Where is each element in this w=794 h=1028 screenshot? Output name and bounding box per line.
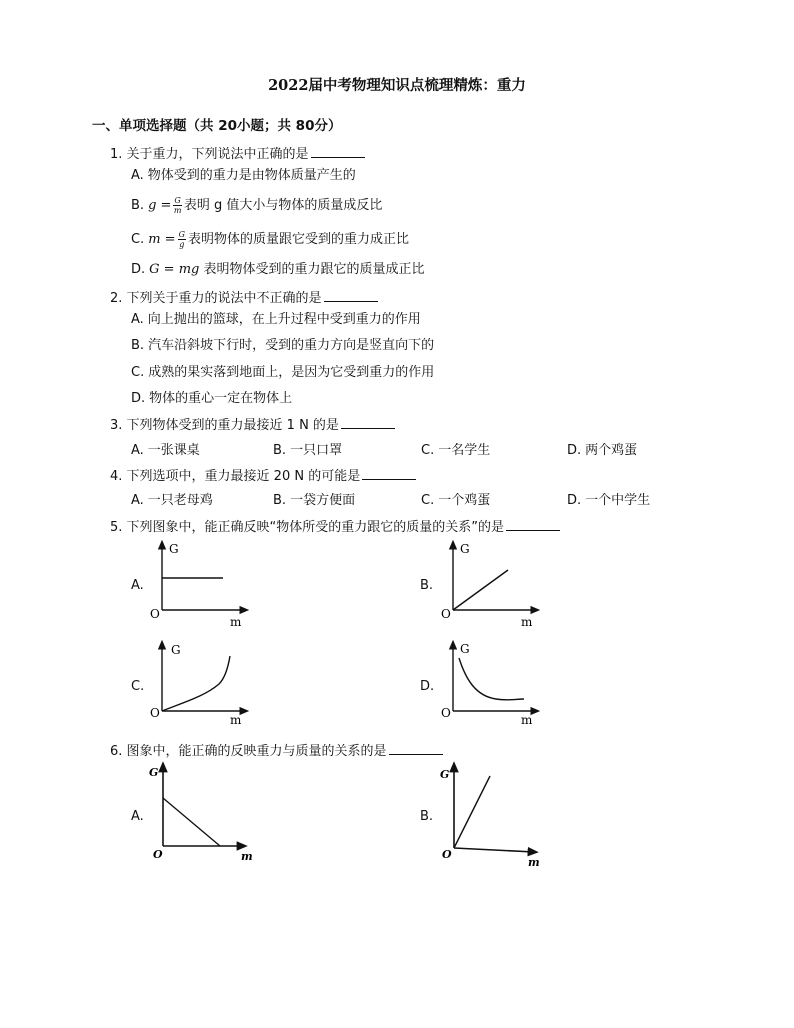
q5-graph-d <box>436 638 546 732</box>
y-axis-label: G <box>460 542 470 556</box>
answer-blank <box>341 416 395 429</box>
graph-curve <box>459 658 524 700</box>
option-text: 一只口罩 <box>290 443 343 458</box>
x-axis-label: m <box>241 850 253 863</box>
q5-graph-c <box>145 638 255 732</box>
question-4-stem: 4. 下列选项中，重力最接近 20 N 的可能是 <box>110 469 361 484</box>
fraction-denominator: g <box>179 240 185 249</box>
option-text: 两个鸡蛋 <box>585 443 638 458</box>
option-text: 一个中学生 <box>585 493 651 508</box>
graph-curve <box>162 656 230 711</box>
origin-label: O <box>150 607 160 621</box>
option-text: 一张课桌 <box>147 443 200 458</box>
graph-curve <box>163 798 220 846</box>
graph-curve <box>453 570 508 610</box>
answer-blank <box>311 145 365 158</box>
formula-lhs: g = <box>148 198 172 213</box>
formula-lhs: m = <box>148 232 176 247</box>
answer-blank <box>324 289 378 302</box>
origin-label: O <box>441 607 451 621</box>
q1-option-d <box>131 258 425 277</box>
option-text: 一袋方便面 <box>290 493 356 508</box>
x-axis-label: m <box>521 615 533 629</box>
q6-graph-a <box>145 758 255 866</box>
q6-graph-a-letter: A. <box>131 809 144 824</box>
question-1 <box>110 143 365 162</box>
option-letter: A. <box>131 443 144 458</box>
q2-option-c <box>131 361 434 380</box>
option-letter: C. <box>421 493 435 508</box>
q2-option-b <box>131 334 434 353</box>
origin-label: O <box>441 706 451 720</box>
question-6 <box>110 740 443 759</box>
question-3 <box>110 414 395 433</box>
fraction <box>173 196 181 215</box>
q5-graph-a <box>145 538 255 632</box>
q5-graph-b <box>436 538 546 632</box>
x-axis-label: m <box>521 713 533 727</box>
question-5 <box>110 516 560 535</box>
origin-label: O <box>150 706 160 720</box>
option-text: 物体受到的重力是由物体质量产生的 <box>147 168 356 183</box>
origin-label: O <box>153 848 163 861</box>
q3-option-d <box>567 439 637 458</box>
option-letter: C. <box>131 232 145 247</box>
page-title: 2022届中考物理知识点梳理精炼：重力 <box>268 77 526 94</box>
q3-option-a <box>131 439 200 458</box>
option-text: 表明物体的质量跟它受到的重力成正比 <box>187 232 409 247</box>
section-heading: 一、单项选择题（共 20小题；共 80分） <box>92 118 342 134</box>
q1-option-b <box>131 194 382 215</box>
option-letter: C. <box>421 443 435 458</box>
q5-graph-c-letter: C. <box>131 679 145 694</box>
question-6-stem: 6. 图象中，能正确的反映重力与质量的关系的是 <box>110 744 387 759</box>
y-axis-label: G <box>460 642 470 656</box>
formula: G = mg <box>149 262 200 277</box>
q6-graph-b-letter: B. <box>420 809 434 824</box>
q4-option-d <box>567 489 650 508</box>
answer-blank <box>506 518 560 531</box>
option-text: 成熟的果实落到地面上，是因为它受到重力的作用 <box>148 365 435 380</box>
option-letter: C. <box>131 365 145 380</box>
q6-graph-b <box>436 758 546 870</box>
y-axis-label: G <box>149 766 159 779</box>
option-text: 物体的重心一定在物体上 <box>149 391 293 406</box>
option-text: 表明物体受到的重力跟它的质量成正比 <box>203 262 425 277</box>
option-text: 表明 g 值大小与物体的质量成反比 <box>183 198 383 213</box>
answer-blank <box>362 467 416 480</box>
question-3-stem: 3. 下列物体受到的重力最接近 1 N 的是 <box>110 418 339 433</box>
option-letter: B. <box>273 443 287 458</box>
option-text: 一名学生 <box>438 443 491 458</box>
option-letter: D. <box>131 262 146 277</box>
option-letter: B. <box>273 493 287 508</box>
answer-blank <box>389 742 443 755</box>
question-4 <box>110 465 416 484</box>
q5-graph-d-letter: D. <box>420 679 435 694</box>
option-text: 一个鸡蛋 <box>438 493 491 508</box>
option-letter: A. <box>131 168 144 183</box>
option-letter: A. <box>131 312 144 327</box>
y-axis-label: G <box>169 542 179 556</box>
graph-curve <box>454 776 490 848</box>
origin-label: O <box>442 848 452 861</box>
fraction-numerator: G <box>178 230 185 239</box>
x-axis <box>454 848 534 852</box>
y-axis-label: G <box>440 768 450 781</box>
question-2 <box>110 287 378 306</box>
option-letter: A. <box>131 493 144 508</box>
option-letter: B. <box>131 198 145 213</box>
fraction <box>178 230 186 249</box>
question-2-stem: 2. 下列关于重力的说法中不正确的是 <box>110 291 322 306</box>
question-5-stem: 5. 下列图象中，能正确反映“物体所受的重力跟它的质量的关系”的是 <box>110 520 505 535</box>
fraction-denominator: m <box>173 206 182 215</box>
x-axis-label: m <box>528 856 540 869</box>
q1-option-c <box>131 228 409 249</box>
q4-option-c <box>421 489 490 508</box>
q5-graph-a-letter: A. <box>131 578 144 593</box>
option-letter: D. <box>131 391 146 406</box>
x-axis-label: m <box>230 713 242 727</box>
x-axis-label: m <box>230 615 242 629</box>
option-text: 向上抛出的篮球，在上升过程中受到重力的作用 <box>147 312 421 327</box>
q4-option-b <box>273 489 355 508</box>
option-letter: D. <box>567 443 582 458</box>
q4-option-a <box>131 489 213 508</box>
option-letter: D. <box>567 493 582 508</box>
y-axis-label: G <box>171 643 181 657</box>
q1-option-a <box>131 164 356 183</box>
option-text: 汽车沿斜坡下行时，受到的重力方向是竖直向下的 <box>148 338 435 353</box>
q3-option-c <box>421 439 490 458</box>
q3-option-b <box>273 439 342 458</box>
question-1-stem: 1. 关于重力，下列说法中正确的是 <box>110 147 309 162</box>
option-text: 一只老母鸡 <box>147 493 213 508</box>
fraction-numerator: G <box>174 196 181 205</box>
q2-option-a <box>131 308 421 327</box>
option-letter: B. <box>131 338 145 353</box>
q5-graph-b-letter: B. <box>420 578 434 593</box>
q2-option-d <box>131 387 292 406</box>
